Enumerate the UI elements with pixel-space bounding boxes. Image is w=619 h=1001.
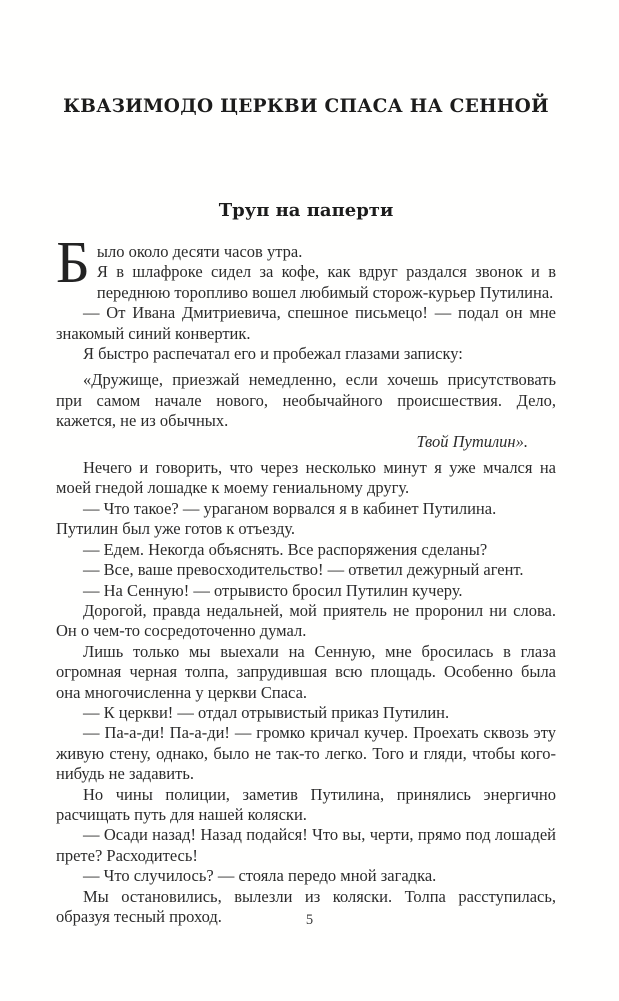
section-title: Труп на паперти bbox=[218, 200, 394, 221]
paragraph: ыло около десяти часов утра. bbox=[96, 242, 303, 261]
paragraph: — К церкви! — отдал отрывистый приказ Путилин. bbox=[83, 702, 450, 722]
paragraph: Дорогой, правда недальней, мой приятель не проронил ни слова. Он о чем-то сосредоточенно думал. bbox=[56, 600, 556, 641]
paragraph: — Что такое? — ураганом ворвался я в кабинет Путилина. bbox=[83, 498, 497, 518]
paragraph: — Едем. Некогда объяснять. Все распоряжения сделаны? bbox=[83, 539, 488, 559]
paragraph: Лишь только мы выехали на Сенную, мне бросилась в глаза огромная черная толпа, запрудившая всю площадь. Особенно была она многочисленна у церкви Спаса. bbox=[56, 641, 556, 702]
chapter-title: КВАЗИМОДО ЦЕРКВИ СПАСА НА СЕННОЙ bbox=[63, 96, 549, 117]
paragraph: Путилин был уже готов к отъезду. bbox=[56, 519, 296, 539]
paragraph: Я быстро распечатал его и пробежал глазами записку: bbox=[83, 344, 463, 364]
page-number: 5 bbox=[305, 912, 314, 928]
paragraph: Но чины полиции, заметив Путилина, принялись энергично расчищать путь для нашей коляски. bbox=[56, 784, 556, 824]
paragraph: — Осади назад! Назад подайся! Что вы, черти, прямо под лошадей прете? Расходитесь! bbox=[56, 825, 556, 865]
paragraph: Мы остановились, вылезли из коляски. Толпа расступилась, образуя тесный проход. bbox=[56, 886, 556, 926]
body-text bbox=[56, 229, 556, 927]
paragraph: — От Ивана Дмитриевича, спешное письмецо! — подал он мне знакомый синий конвертик. bbox=[56, 303, 556, 343]
dropcap-letter: Б bbox=[56, 229, 90, 295]
paragraph: Нечего и говорить, что через несколько минут я уже мчался на моей гнедой лошадке к моему гениальному другу. bbox=[56, 458, 556, 498]
letter-body: «Дружище, приезжай немедленно, если хочешь присутствовать при самом начале нового, необычайного происшествия. Дело, кажется, не из обычных. bbox=[56, 370, 556, 431]
paragraph: Я в шлафроке сидел за кофе, как вдруг раздался звонок и в переднюю торопливо вошел любимый сторож-курьер Путилина. bbox=[96, 262, 556, 302]
paragraph: — Все, ваше превосходительство! — ответил дежурный агент. bbox=[83, 560, 524, 580]
paragraph: — Па-а-ди! Па-а-ди! — громко кричал кучер. Проехать сквозь эту живую стену, однако, было не так-то легко. Того и гляди, чтобы кого-нибудь не задавить. bbox=[56, 723, 556, 784]
paragraph: — Что случилось? — стояла передо мной загадка. bbox=[83, 866, 437, 886]
letter-block bbox=[56, 370, 556, 452]
opening-paragraphs bbox=[56, 229, 556, 303]
paragraph: — На Сенную! — отрывисто бросил Путилин кучеру. bbox=[83, 580, 463, 600]
letter-signature: Твой Путилин». bbox=[416, 431, 528, 451]
